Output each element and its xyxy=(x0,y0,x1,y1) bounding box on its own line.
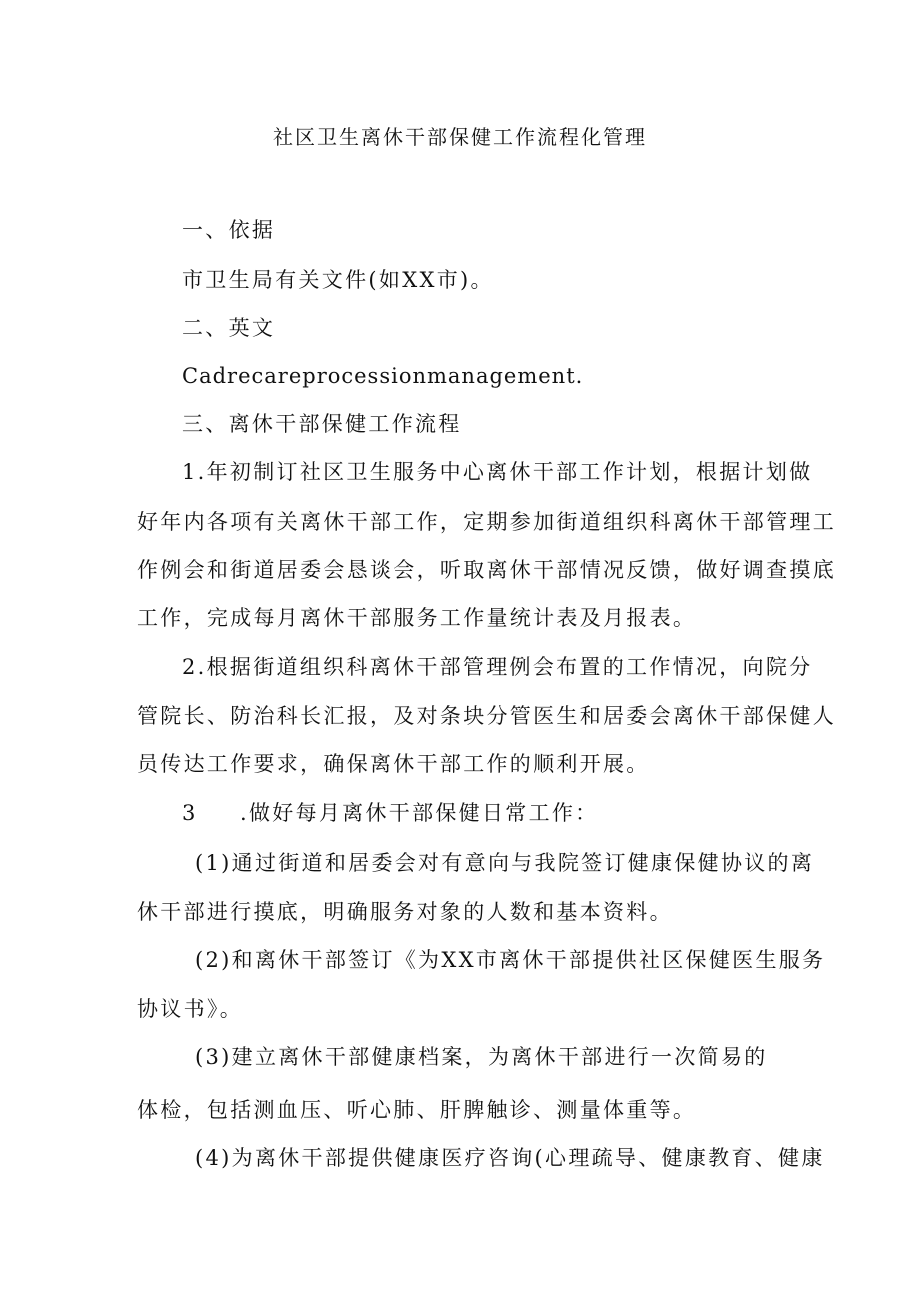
item1-line-2: 好年内各项有关离休干部工作，定期参加街道组织科离休干部管理工 xyxy=(137,510,836,534)
item2-line-2: 管院长、防治科长汇报，及对条块分管医生和居委会离休干部保健人 xyxy=(137,704,836,728)
section-body-english: Cadrecareprocessionmanagement. xyxy=(182,364,584,388)
item2-line-3: 员传达工作要求，确保离休干部工作的顺利开展。 xyxy=(137,752,650,776)
sub3-line-1: (3)建立离休干部健康档案，为离休干部进行一次简易的 xyxy=(195,1045,768,1069)
section-body-basis: 市卫生局有关文件(如XX市)。 xyxy=(182,268,494,292)
sub1-line-2: 休干部进行摸底，明确服务对象的人数和基本资料。 xyxy=(137,900,673,924)
section-heading-basis: 一、依据 xyxy=(182,218,276,242)
sub2-line-1: (2)和离休干部签订《为XX市离休干部提供社区保健医生服务 xyxy=(195,948,826,972)
section-heading-workflow: 三、离休干部保健工作流程 xyxy=(182,412,462,436)
section-heading-english: 二、英文 xyxy=(182,316,276,340)
item3-text: .做好每月离休干部保健日常工作： xyxy=(240,801,599,825)
sub1-line-1: (1)通过街道和居委会对有意向与我院签订健康保健协议的离 xyxy=(195,851,815,875)
item2-line-1: 2.根据街道组织科离休干部管理例会布置的工作情况，向院分 xyxy=(182,655,813,679)
item1-line-3: 作例会和街道居委会恳谈会，听取离休干部情况反馈，做好调查摸底 xyxy=(137,558,836,582)
sub2-line-2: 协议书》。 xyxy=(137,997,243,1021)
item1-line-4: 工作，完成每月离休干部服务工作量统计表及月报表。 xyxy=(137,606,697,630)
item1-line-1: 1.年初制订社区卫生服务中心离休干部工作计划，根据计划做 xyxy=(182,460,813,484)
sub3-line-2: 体检，包括测血压、听心肺、肝脾触诊、测量体重等。 xyxy=(137,1098,697,1122)
sub4-line-1: (4)为离休干部提供健康医疗咨询(心理疏导、健康教育、健康 xyxy=(195,1146,825,1170)
document-title: 社区卫生离休干部保健工作流程化管理 xyxy=(273,125,647,149)
item3-number: 3 xyxy=(182,801,198,825)
